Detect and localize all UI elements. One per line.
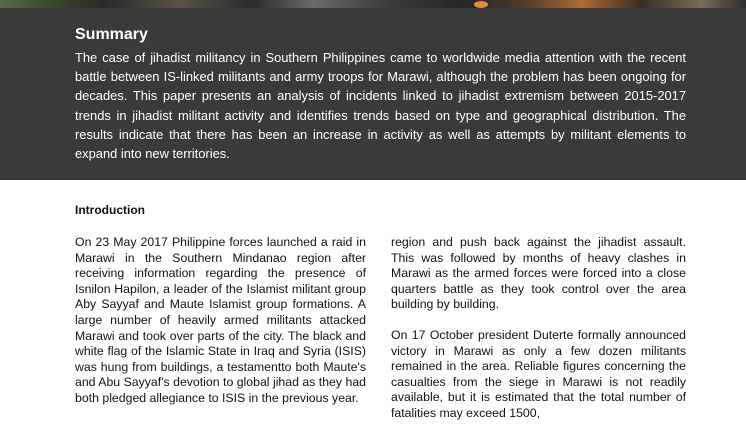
summary-text: The case of jihadist militancy in Southern Philippines came to worldwide media attention with the recent battle between IS-linked militants and army troops for Marawi, although the problem has been ongoing for decades. This paper presents an analysis of incidents linked to jihadist extremism between 2015-2017 trends in jihadist militant activity and identifies trends based on type and geographical distribution. The results indicate that there has been an increase in activity as well as attempts by militant elements to expand into new territories.: [75, 50, 686, 162]
introduction-heading: Introduction: [75, 203, 145, 217]
right-paragraph-1: region and push back against the jihadist assault. This was followed by months of heavy clashes in Marawi as the armed forces were forced into a close quarters battle as they took control over the area building by building.: [391, 235, 686, 312]
right-paragraph-2: On 17 October president Duterte formally announced victory in Marawi as only a few dozen militants remained in the area. Reliable figures concerning the casualties from the siege in Marawi is not readily available, but it is estimated that the total number of fatalities may exceed 1500,: [391, 327, 686, 420]
right-column: [391, 235, 686, 437]
header-photo-strip: [0, 0, 746, 8]
left-paragraph-1: On 23 May 2017 Philippine forces launched a raid in Marawi in the Southern Mindanao region after receiving information regarding the presence of Isnilon Hapilon, a leader of the Islamist militant group Aby Sayyaf and Maute Islamist group formations. A large number of heavily armed militants attacked Marawi and took over parts of the city. The black and white flag of the Islamic State in Iraq and Syria (ISIS) was hung from buildings, a testamentto both Maute's and Abu Sayyaf's devotion to global jihad as they had both pledged allegiance to ISIS in the previous year.: [75, 235, 366, 405]
left-column: [75, 235, 366, 422]
summary-box: [0, 8, 746, 180]
summary-title: Summary: [75, 26, 148, 43]
photo-light-glow: [474, 1, 488, 8]
